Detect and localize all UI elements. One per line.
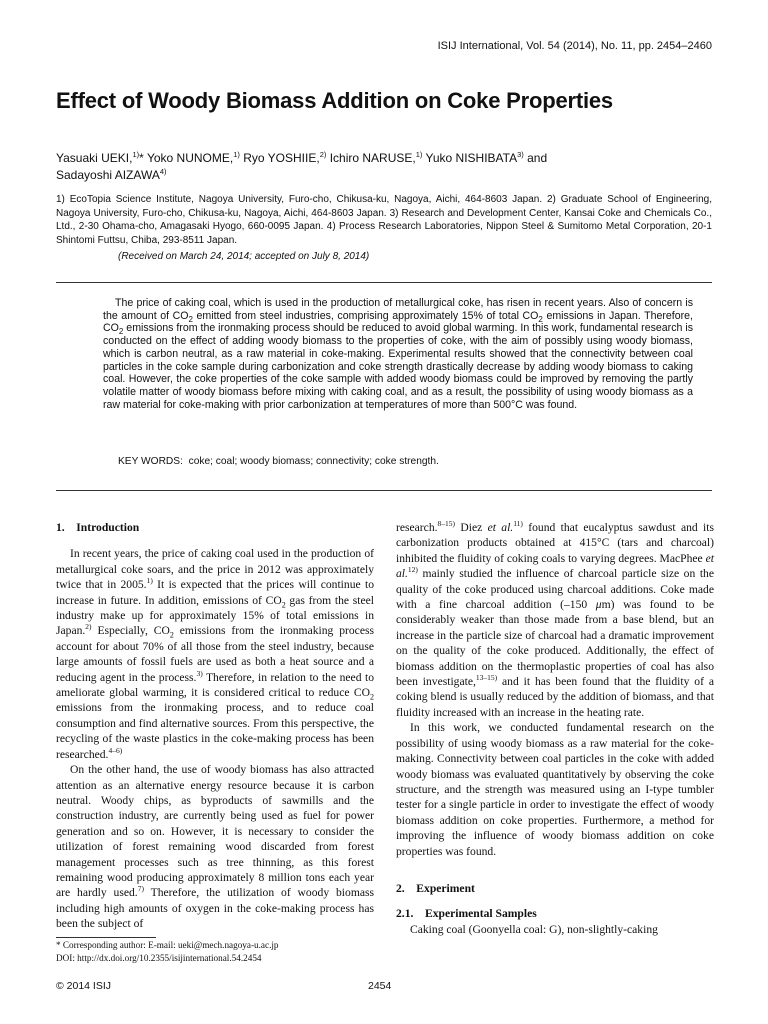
author-list [56, 150, 716, 184]
subsection-heading-samples: 2.1. Experimental Samples [396, 907, 537, 921]
footnote-divider [56, 937, 156, 938]
column-right [396, 520, 714, 937]
footnotes [56, 939, 279, 964]
keywords-label: KEY WORDS: [118, 456, 183, 467]
keywords-list: coke; coal; woody biomass; connectivity; coke strength. [188, 456, 439, 467]
paragraph: Caking coal (Goonyella coal: G), non-slightly-caking [410, 922, 658, 936]
section-heading-experiment: 2. Experiment [396, 881, 475, 895]
copyright: © 2014 ISIJ [56, 980, 112, 992]
affiliations: 1) EcoTopia Science Institute, Nagoya University, Furo-cho, Chikusa-ku, Nagoya, Aichi, 464-8603 Japan. 2) Graduate School of Engineering, Nagoya University, Furo-cho, Chikusa-ku, Nagoya, Aichi, 464-8603 Japan. 3) Research and Development Center, Kansai Coke and Chemicals Co., Ltd., 2-30 Ohama-cho, Amagasaki Hyogo, 660-0095 Japan. 4) Process Research Laboratories, Nippon Steel & Sumitomo Metal Corporation, 20-1 Shintomi Futtsu, Chiba, 293-8511 Japan. [56, 194, 712, 247]
abstract: The price of caking coal, which is used in the production of metallurgical coke, has risen in recent years. Also of concern is the amount of $CO_2$ emitted from steel industries, comprising approximately 15% of total $CO_2$ emissions in Japan. Therefore, $CO_2$ emissions from the ironmaking process should be reduced to avoid global warming. In this work, fundamental research is conducted on the effect of adding woody biomass to the properties of coke, with the aim of possibly using woody biomass, which is carbon neutral, as a raw material in coke-making. Experimental results showed that the connectivity between coal particles in the coke sample during carbonization and coke strength drastically decrease by adding woody biomass to caking coal. However, the coke properties of the coke sample with added woody biomass could be improved by removing the partly volatile matter of woody biomass before mixing with caking coal, and as a result, the possibility of using woody biomass as a raw material for coke-making with prior carbonization at temperatures of more than 500°C was found. [103, 297, 694, 411]
received-dates: (Received on March 24, 2014; accepted on July 8, 2014) [118, 251, 370, 262]
page-number: 2454 [368, 980, 392, 992]
paragraph: In recent years, the price of caking coal used in the production of metallurgical coke soars, and the price in 2012 was approximately twice that in 2005.$^{1)}$ It is expected that the prices will continue to increase in future. In addition, emissions of $CO_2$ gas from the steel industry make up for approximately 15% of total emissions in Japan.$^{2)}$ Especially, $CO_2$ emissions from the ironmaking process account for about 70% of all those from the steel industry, because large amounts of fossil fuels are used as both a heat source and a reducing agent in the process.$^{3)}$ Therefore, in relation to the need to ameliorate global warming, it is considered critical to reduce $CO_2$ emissions from the ironmaking process, and to reduce coal consumption and find alternative sources. From this perspective, the recycling of the waste plastics in the coke-making process has been researched.$^{4-6)}$ [56, 547, 374, 761]
authors-line-2: Sadayoshi AIZAWA$^{4)}$ [56, 167, 167, 182]
divider-bottom [56, 490, 712, 491]
paragraph: In this work, we conducted fundamental research on the possibility of using woody biomass as a raw material for the coke-making. Connectivity between coal particles in the coke with added woody biomass was evaluated quantitatively by observing the coke structure, and the strength was measured using an I-type tumbler tester for a single particle in order to investigate the effect of woody biomass addition on coke properties. Furthermore, a method for improving the influence of woody biomass addition on coke properties was found. [396, 721, 714, 858]
authors-line-1: Yasuaki UEKI,$^{1)}$* Yoko NUNOME,$^{1)}$ Ryo YOSHIIE,$^{2)}$ Ichiro NARUSE,$^{1)}$ Yuko NISHIBATA$^{3)}$ and [56, 150, 548, 165]
paragraph: research.$^{8-15)}$ Diez et al.$^{11)}$ found that eucalyptus sawdust and its carbonization products obtained at 415°C (tars and charcoal) inhibited the fluidity of coking coals to varying degrees. MacPhee et al.$^{12)}$ mainly studied the influence of charcoal particle size on the quality of the coke produced using charcoal additions. Coke made with a fine charcoal addition (–150 μm) was found to be considerably weaker than those made from a base blend, but an increase in the particle size of charcoal had a dramatic improvement on the quality of the coke produced. Additionally, the effect of biomass addition on the thermoplastic properties of coal has also been investigate,$^{13-15)}$ and it has been found that the fluidity of a coking blend is usually reduced by the addition of biomass, and that fluidity increased with an increase in the heating rate. [396, 519, 714, 719]
keywords [118, 456, 439, 467]
doi: DOI: http://dx.doi.org/10.2355/isijinternational.54.2454 [56, 952, 262, 963]
divider-top [56, 282, 712, 283]
section-heading-introduction: 1. Introduction [56, 521, 140, 534]
corresponding-author: * Corresponding author: E-mail: ueki@mech.nagoya-u.ac.jp [56, 940, 279, 950]
paper-title: Effect of Woody Biomass Addition on Coke Properties [56, 88, 613, 113]
paragraph: On the other hand, the use of woody biomass has also attracted attention as an alternative energy resource because it is carbon neutral. Woody chips, as byproducts of sawmills and the construction industry, are currently being used as fuel for power generation and so on. However, it is necessary to consider the utilization of forest remaining wood discarded from forest management processes such as tree thinning, as this forest remaining wood producing approximately 8 million tons each year are hardly used.$^{7)}$ Therefore, the utilization of woody biomass including high amounts of oxygen in the coke-making process has been the subject of [56, 763, 375, 931]
column-left [56, 520, 374, 932]
journal-header: ISIJ International, Vol. 54 (2014), No. 11, pp. 2454–2460 [437, 40, 712, 52]
